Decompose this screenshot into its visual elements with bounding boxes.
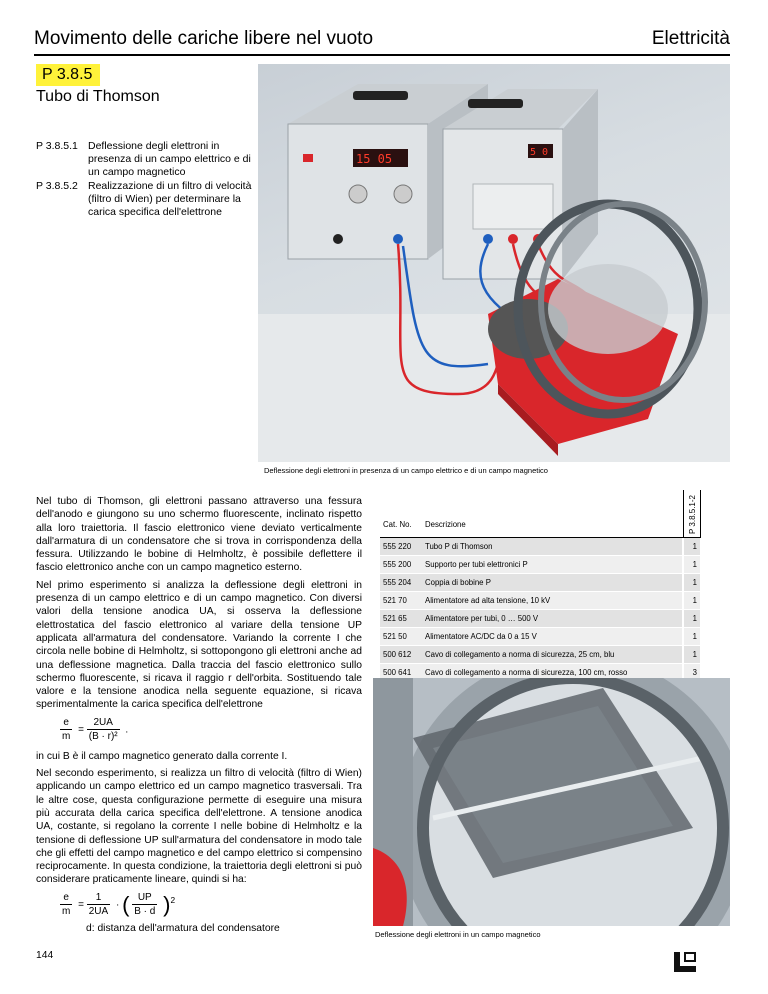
column-header-cat: Cat. No. (383, 520, 412, 529)
paragraph: in cui B è il campo magnetico generato dalla corrente I. (36, 750, 288, 762)
photo-main-caption: Deflessione degli elettroni in presenza di un campo elettrico e di un campo magnetico (264, 466, 548, 475)
table-row (380, 628, 700, 646)
experiment-code-badge: P 3.8.5 (36, 64, 100, 86)
table-cell-qty: 1 (683, 574, 700, 592)
topic-list (36, 140, 256, 220)
table-cell-desc: Tubo P di Thomson (422, 538, 683, 556)
fraction (132, 891, 157, 919)
table-cell-qty: 1 (683, 628, 700, 646)
table-cell-desc: Cavo di collegamento a norma di sicurezza, 25 cm, blu (422, 646, 683, 664)
formula-end-dot: . (125, 724, 129, 736)
body-text (36, 495, 362, 929)
equals-sign: = (78, 899, 84, 911)
table-cell-cat: 500 612 (380, 646, 422, 664)
formula2-lhs-denominator: m (62, 906, 71, 918)
table-row (380, 592, 700, 610)
fraction (60, 891, 72, 919)
photo-second-caption: Deflessione degli elettroni in un campo magnetico (375, 930, 541, 939)
power-supply-right (443, 89, 598, 279)
multiply-dot: · (115, 899, 120, 911)
paragraph: Nel tubo di Thomson, gli elettroni passano attraverso una fessura dell'anodo e giungono su uno schermo fluorescente, inclinato rispetto alla loro traiettoria. Il fascio elettronico viene deviato verticalmente dall'armatura di un condensatore che si trova in corrispondenza della fessura. Utilizzando le bobine di Helmholtz, è possibile deflettere il fascio elettronico anche con un campo magnetico esterno. (36, 496, 362, 574)
formula-lhs-numerator: e (60, 716, 72, 730)
photo-tube-closeup (373, 678, 730, 926)
header-rule (34, 54, 730, 56)
fraction (60, 716, 72, 744)
topic-item (36, 180, 256, 219)
display-left-readout: 15 05 (356, 152, 393, 166)
formula-rhs-numerator: 2UA (87, 716, 120, 730)
formula-wien-filter (60, 891, 362, 925)
table-cell-qty: 1 (683, 538, 700, 556)
table-row (380, 610, 700, 628)
table-header (380, 490, 680, 538)
formula-rhs-denominator: (B · r)² (88, 731, 118, 743)
page-number: 144 (36, 950, 54, 961)
experiment-title: Tubo di Thomson (36, 88, 160, 105)
formula2-lhs-numerator: e (60, 891, 72, 905)
table-cell-qty: 3 (683, 664, 700, 682)
table-cell-cat: 521 65 (380, 610, 422, 628)
table-cell-desc: Coppia di bobine P (422, 574, 683, 592)
table-row (380, 646, 700, 664)
table-row (380, 538, 700, 556)
table-cell-qty: 1 (683, 592, 700, 610)
topic-number: P 3.8.5.1 (36, 140, 78, 152)
formula2-f2-numerator: UP (132, 891, 157, 905)
table-cell-cat: 521 50 (380, 628, 422, 646)
table-row (380, 556, 700, 574)
table-cell-qty: 1 (683, 610, 700, 628)
formula-lhs-denominator: m (62, 731, 71, 743)
page-title: Movimento delle cariche libere nel vuoto (34, 28, 374, 49)
paren-close: ) (163, 891, 171, 917)
footnote: d: distanza dell'armatura del condensatore (86, 923, 280, 934)
paragraph: Nel secondo esperimento, si realizza un filtro di velocità (filtro di Wien) applicando un campo elettrico ed un campo magnetico trasversali. Tra le altre cose, questa configurazione permette di eseguire una misura più accurata della carica specifica dell'elettrone. A tensione anodica UA, costante, si regolano la corrente I nelle bobine di Helmholtz e la tensione di deflessione UP sull'armatura del condensatore in modo tale che gli effetti del campo magnetico e del campo elettrico si compensino reciprocamente. In questa condizione, la traiettoria degli elettroni si può considerare praticamente lineare, quindi si ha: (36, 768, 362, 886)
column-header-desc: Descrizione (425, 520, 466, 529)
table-cell-qty: 1 (683, 556, 700, 574)
topic-text: Realizzazione di un filtro di velocità (filtro di Wien) per determinare la carica specifica dell'elettrone (88, 180, 252, 218)
exponent: 2 (170, 894, 176, 905)
section-title: Elettricità (651, 28, 730, 49)
paragraph: Nel primo esperimento si analizza la deflessione degli elettroni in presenza di un campo elettrico e di un campo magnetico. Con diversi valori della tensione anodica UA, si osserva la deflessione elettrostatica del fascio elettronico al variare della tensione UP applicata all'armatura del condensatore. Variando la corrente I che circola nelle bobine di Helmholtz, si sottopongono gli elettroni anche ad una deflessione magnetica. Dalla traccia del fascio elettronico sullo schermo fluorescente, si ricava il raggio r dell'orbita. Sostituendo tale valore e la tensione anodica nella seguente equazione, si ricava sperimentalmente la carica specifica dell'elettrone (36, 579, 362, 711)
table-cell-cat: 555 220 (380, 538, 422, 556)
table-cell-cat: 521 70 (380, 592, 422, 610)
publisher-logo (668, 950, 702, 974)
formula2-f2-denominator: B · d (134, 906, 156, 918)
table-cell-desc: Cavo di collegamento a norma di sicurezza, 100 cm, rosso (422, 664, 683, 682)
topic-number: P 3.8.5.2 (36, 180, 78, 192)
fraction (87, 891, 110, 919)
table-side-label-text: P 3.8.5.1-2 (687, 494, 697, 534)
formula2-f1-numerator: 1 (87, 891, 110, 905)
photo-apparatus (258, 64, 730, 462)
table-cell-desc: Alimentatore AC/DC da 0 a 15 V (422, 628, 683, 646)
table-cell-cat: 555 200 (380, 556, 422, 574)
equals-sign: = (78, 724, 84, 736)
table-cell-cat: 555 204 (380, 574, 422, 592)
table-cell-cat: 500 641 (380, 664, 422, 682)
table-row (380, 574, 700, 592)
topic-item (36, 140, 256, 179)
table-cell-desc: Alimentatore ad alta tensione, 10 kV (422, 592, 683, 610)
table-cell-desc: Supporto per tubi elettronici P (422, 556, 683, 574)
table-side-label (683, 490, 701, 538)
paren-open: ( (122, 891, 130, 917)
formula-specific-charge (60, 716, 362, 746)
formula2-f1-denominator: 2UA (88, 906, 109, 918)
display-right-readout: 5 0 (530, 147, 549, 158)
table-cell-desc: Alimentatore per tubi, 0 … 500 V (422, 610, 683, 628)
fraction (87, 716, 120, 744)
table-cell-qty: 1 (683, 646, 700, 664)
topic-text: Deflessione degli elettroni in presenza di un campo elettrico e di un campo magnetico (88, 140, 251, 178)
